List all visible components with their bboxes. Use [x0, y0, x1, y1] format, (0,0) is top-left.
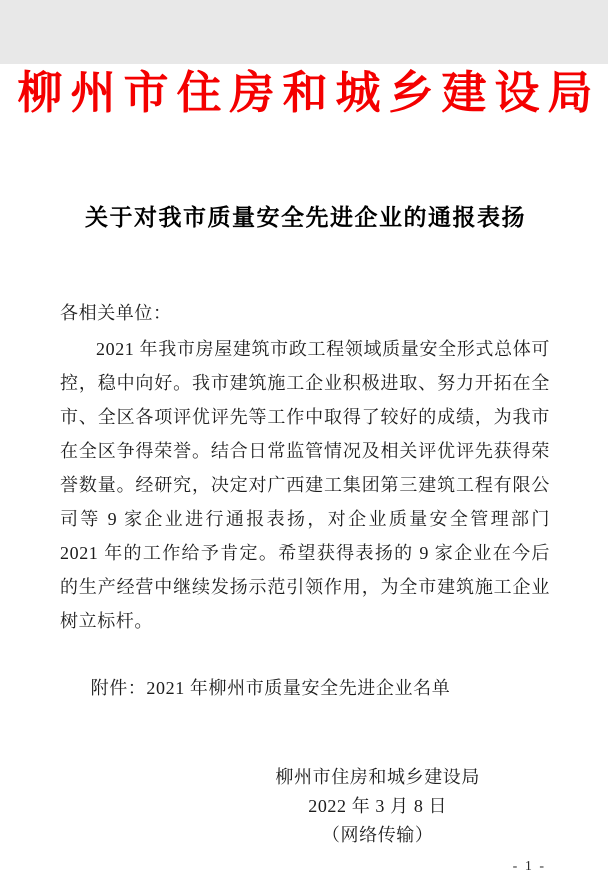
document-page [0, 64, 608, 889]
document-body [60, 296, 550, 705]
signature-delivery-method: （网络传输） [321, 825, 434, 845]
signature-issuer: 柳州市住房和城乡建设局 [275, 767, 480, 787]
signature-date: 2022 年 3 月 8 日 [308, 796, 448, 816]
page-number: - 1 - [512, 859, 546, 874]
body-paragraph: 2021 年我市房屋建筑市政工程领域质量安全形式总体可控，稳中向好。我市建筑施工企业积极进取、努力开拓在全市、全区各项评优评先等工作中取得了较好的成绩，为我市在全区争得荣誉。结合日常监管情况及相关评优评先获得荣誉数量。经研究，决定对广西建工集团第三建筑工程有限公司等 9 家企业进行通报表扬，对企业质量安全管理部门 2021 年的工作给予肯定。希望获得表扬的 9 家企业在今后的生产经营中继续发扬示范引领作用，为全市建筑施工企业树立标杆。 [60, 339, 550, 631]
salutation: 各相关单位： [60, 303, 172, 323]
signature-block [275, 763, 480, 850]
attachment-line: 附件：2021 年柳州市质量安全先进企业名单 [90, 678, 451, 698]
letterhead-title: 柳州市住房和城乡建设局 [17, 68, 601, 118]
document-title: 关于对我市质量安全先进企业的通报表扬 [85, 205, 526, 230]
